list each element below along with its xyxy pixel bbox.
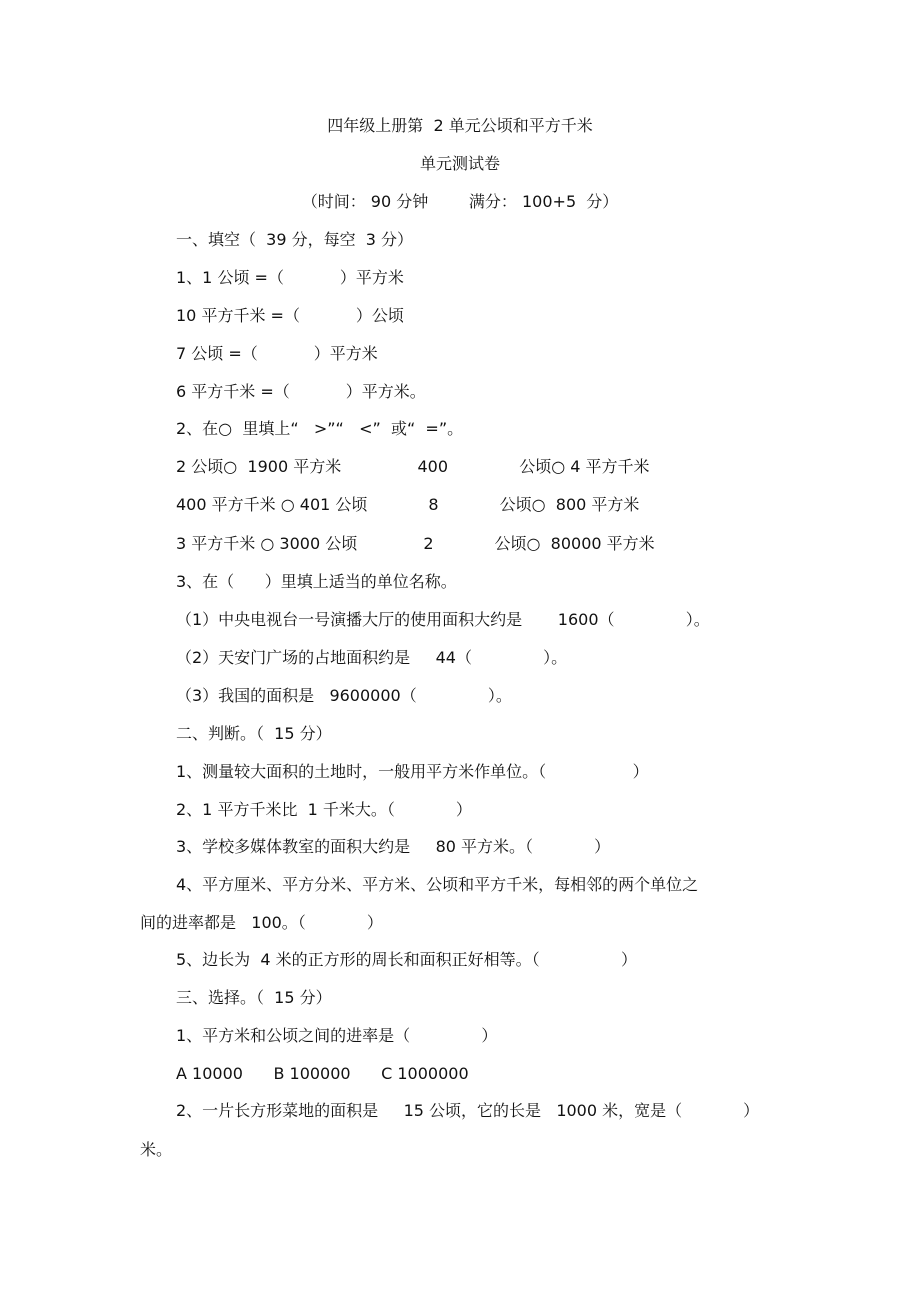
judge-item-4-line-1: 4、平方厘米、平方分米、平方米、公顷和平方千米，每相邻的两个单位之	[176, 875, 699, 894]
section1-heading: 一、填空（ 39 分，每空 3 分）	[176, 230, 414, 249]
judge-item-5: 5、边长为 4 米的正方形的周长和面积正好相等。（ ）	[176, 950, 637, 969]
choice-q1: 1、平方米和公顷之间的进率是（ ）	[176, 1026, 498, 1045]
q3-prompt: 3、在（ ）里填上适当的单位名称。	[176, 572, 457, 591]
q3-item-3: （3）我国的面积是 9600000（ ）。	[176, 686, 512, 705]
judge-item-2: 2、1 平方千米比 1 千米大。（ ）	[176, 800, 472, 819]
q2-row-3: 3 平方千米 ○ 3000 公顷 2 公顷○ 80000 平方米	[176, 534, 655, 553]
judge-item-4-line-2: 间的进率都是 100。（ ）	[140, 913, 383, 932]
q2-prompt: 2、在○ 里填上“ >”“ <” 或“ =”。	[176, 419, 464, 438]
section3-heading: 三、选择。（ 15 分）	[176, 988, 332, 1007]
choice-q2-line-1: 2、一片长方形菜地的面积是 15 公顷，它的长是 1000 米，宽是（ ）	[176, 1101, 760, 1120]
q1-line-4: 6 平方千米 =（ ）平方米。	[176, 382, 426, 401]
section2-heading: 二、判断。（ 15 分）	[176, 724, 332, 743]
choice-q1-options: A 10000 B 100000 C 1000000	[176, 1064, 469, 1083]
exam-info: （时间： 90 分钟 满分： 100+5 分）	[301, 192, 619, 211]
judge-item-1: 1、测量较大面积的土地时，一般用平方米作单位。（ ）	[176, 762, 649, 781]
q3-item-2: （2）天安门广场的占地面积约是 44（ ）。	[176, 648, 568, 667]
document-subtitle: 单元测试卷	[419, 154, 500, 173]
q2-row-2: 400 平方千米 ○ 401 公顷 8 公顷○ 800 平方米	[176, 495, 640, 514]
q1-line-2: 10 平方千米 =（ ）公顷	[176, 306, 404, 325]
q1-line-1: 1、1 公顷 =（ ）平方米	[176, 268, 404, 287]
choice-q2-line-2: 米。	[140, 1140, 173, 1159]
q3-item-1: （1）中央电视台一号演播大厅的使用面积大约是 1600（ ）。	[176, 610, 710, 629]
judge-item-3: 3、学校多媒体教室的面积大约是 80 平方米。（ ）	[176, 837, 611, 856]
q1-line-3: 7 公顷 =（ ）平方米	[176, 344, 378, 363]
q2-row-1: 2 公顷○ 1900 平方米 400 公顷○ 4 平方千米	[176, 457, 650, 476]
document-title: 四年级上册第 2 单元公顷和平方千米	[327, 116, 593, 135]
